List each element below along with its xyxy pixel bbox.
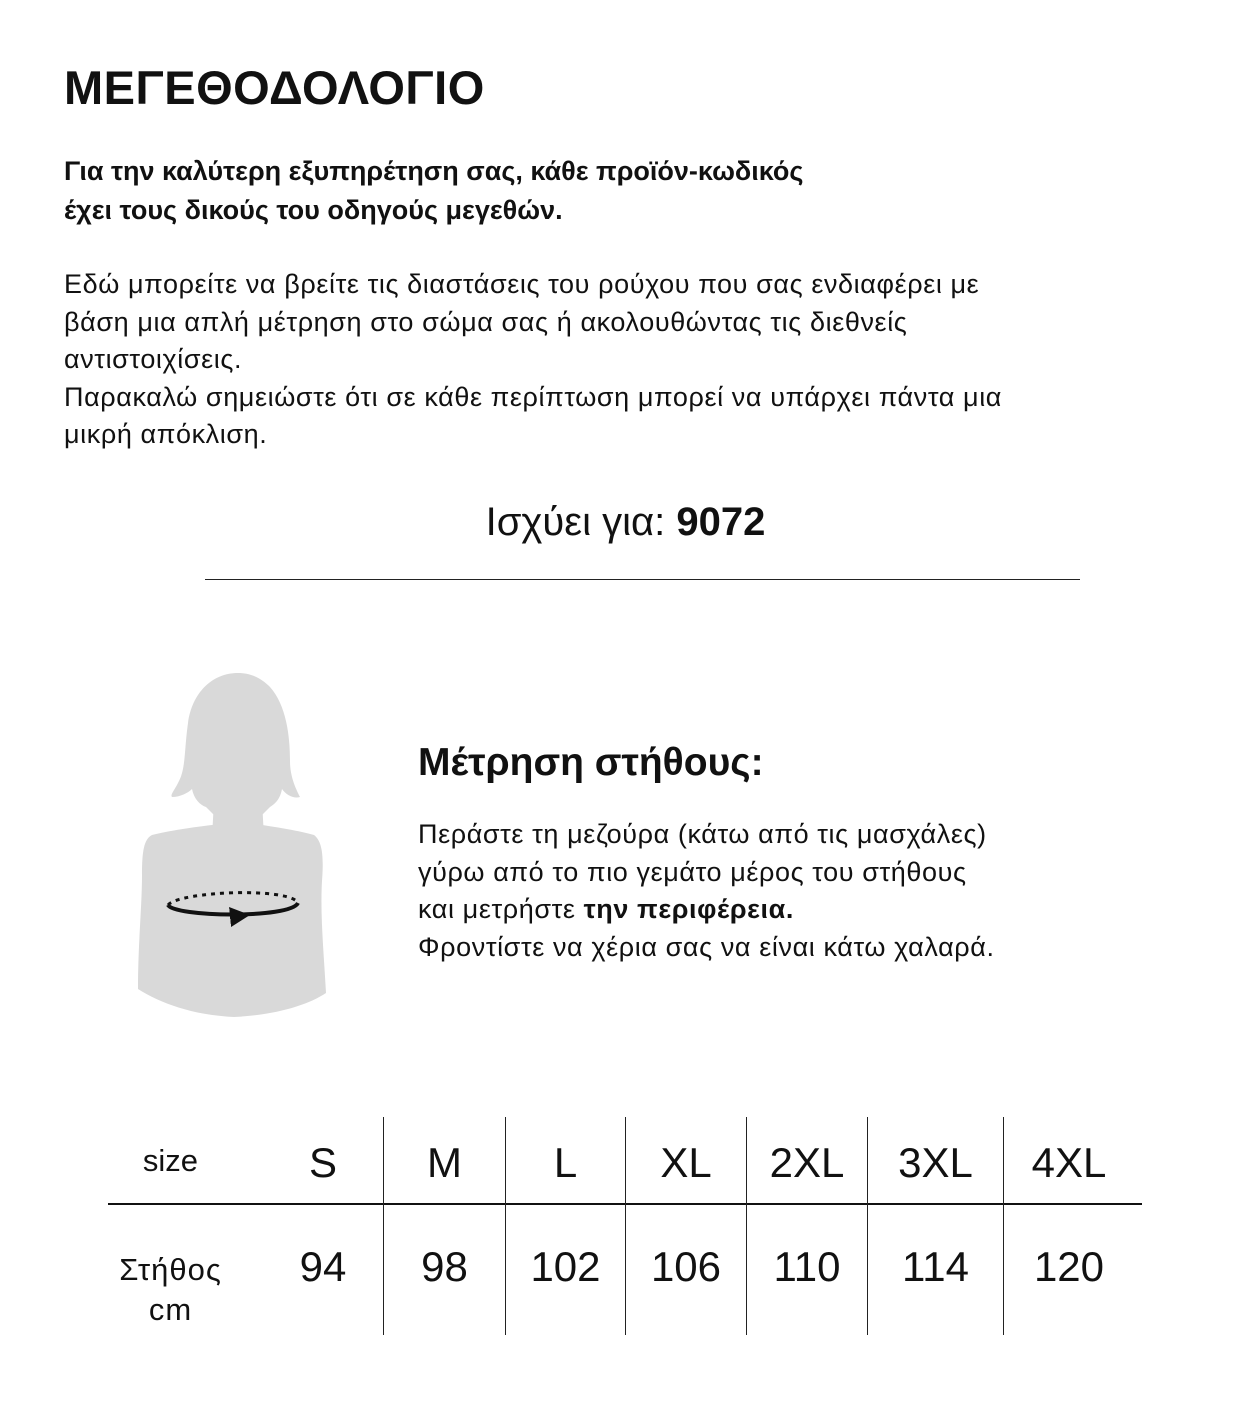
size-header-cell: 2XL: [769, 1139, 845, 1186]
size-header-label: size: [142, 1143, 199, 1178]
instruction-line: Φροντίστε να χέρια σας να είναι κάτω χαλαρά.: [418, 931, 995, 962]
chest-unit-line: cm: [148, 1292, 193, 1327]
instruction-line: [418, 891, 1218, 929]
intro-body-text: [64, 266, 1204, 454]
instruction-prefix: και μετρήστε: [418, 894, 584, 924]
intro-body-line: βάση μια απλή μέτρηση στο σώμα σας ή ακολουθώντας τις διεθνείς: [64, 306, 908, 337]
instruction-line: γύρω από το πιο γεμάτο μέρος του στήθους: [418, 856, 967, 887]
chest-value-cell: 114: [902, 1243, 969, 1290]
female-torso-silhouette-icon: [130, 665, 340, 1025]
chest-row-label: [108, 1250, 233, 1330]
chest-value-cell: 94: [299, 1243, 347, 1290]
intro-bold-line: έχει τους δικούς του οδηγούς μεγεθών.: [64, 195, 563, 225]
intro-bold-line: Για την καλύτερη εξυπηρέτηση σας, κάθε προϊόν-κωδικός: [64, 156, 804, 186]
applies-label: Ισχύει για:: [485, 500, 677, 544]
measurement-title: Μέτρηση στήθους:: [418, 741, 764, 784]
chest-value-cell: 98: [421, 1243, 468, 1290]
size-header-cell: 3XL: [898, 1139, 973, 1186]
size-header-cell: S: [308, 1139, 337, 1186]
tape-arrow-icon: [230, 916, 240, 917]
divider: [205, 579, 1080, 580]
measurement-instructions: [418, 816, 1218, 966]
chest-value-cell: 102: [530, 1243, 601, 1290]
chest-value-cell: 110: [773, 1243, 841, 1290]
size-header-cell: L: [553, 1139, 578, 1186]
applies-to: [0, 496, 1251, 548]
size-header-cell: M: [427, 1139, 462, 1186]
instruction-emphasis: την περιφέρεια.: [583, 894, 794, 924]
intro-body-line: Εδώ μπορείτε να βρείτε τις διαστάσεις του ρούχου που σας ενδιαφέρει με: [64, 269, 980, 299]
intro-bold-text: [64, 152, 1064, 230]
product-code: 9072: [676, 500, 766, 544]
size-header-cell: 4XL: [1031, 1139, 1107, 1186]
size-header-cell: XL: [660, 1139, 712, 1186]
size-table: [108, 1117, 1142, 1335]
chest-value-cell: 120: [1033, 1243, 1105, 1290]
intro-body-line: αντιστοιχίσεις.: [64, 344, 243, 374]
chest-value-cell: 106: [650, 1243, 722, 1290]
instruction-line: Περάστε τη μεζούρα (κάτω από τις μασχάλες): [418, 819, 987, 849]
intro-body-line: Παρακαλώ σημειώστε ότι σε κάθε περίπτωση μπορεί να υπάρχει πάντα μια: [64, 381, 1003, 412]
intro-body-line: μικρή απόκλιση.: [64, 419, 268, 449]
chest-label-line: Στήθος: [119, 1252, 222, 1287]
page-title: ΜΕΓΕΘΟΔΟΛΟΓΙΟ: [64, 61, 485, 114]
